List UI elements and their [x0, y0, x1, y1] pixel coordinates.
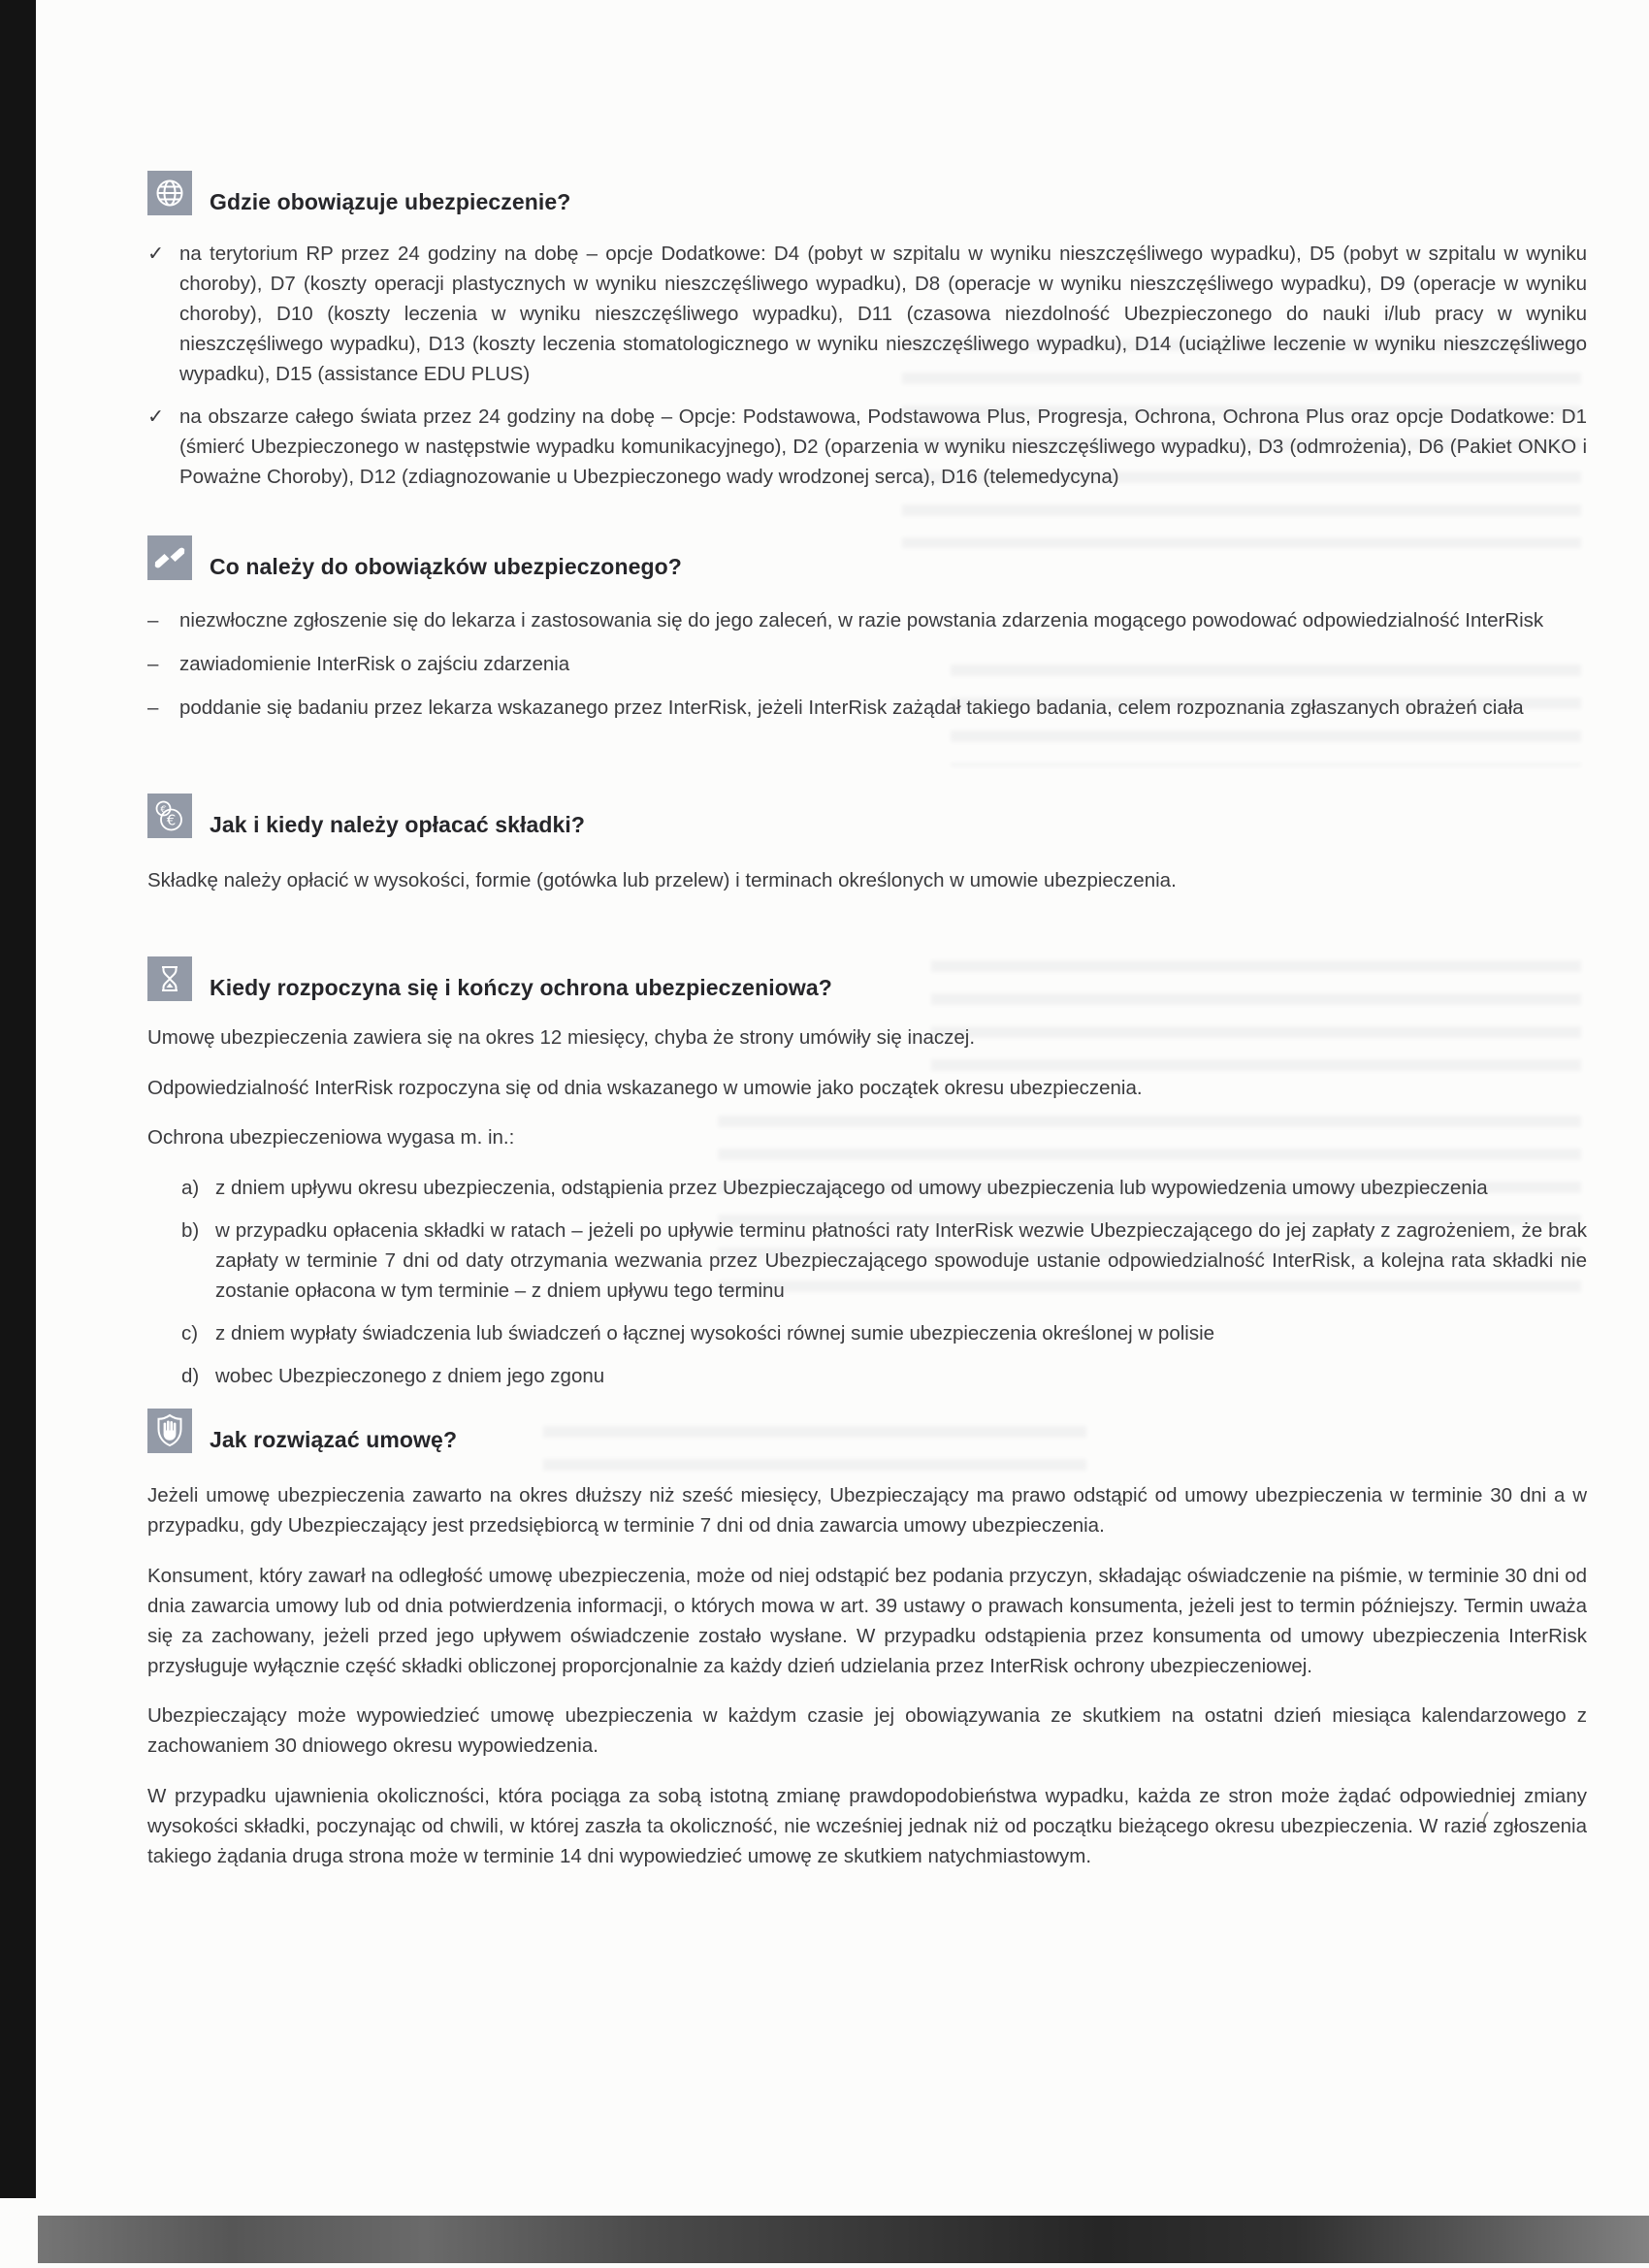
- scan-bottom-band: [38, 2216, 1649, 2263]
- paragraph: Składkę należy opłacić w wysokości, formie (gotówka lub przelew) i terminach określonych w umowie ubezpieczenia.: [147, 869, 1177, 891]
- list-item-text: na terytorium RP przez 24 godziny na dobę – opcje Dodatkowe: D4 (pobyt w szpitalu w wyniku nieszczęśliwego wypadku), D5 (pobyt w szpitalu w wyniku choroby), D7 (koszty operacji plastycznych w wyniku nieszczęśliwego wypadku), D8 (operacje w wyniku nieszczęśliwego wypadku), D9 (operacje w wyniku choroby), D10 (koszty leczenia w wyniku nieszczęśliwego wypadku), D11 (czasowa niezdolność Ubezpieczonego do nauki i/lub pracy w wyniku nieszczęśliwego wypadku), D13 (koszty leczenia stomatologicznego w wyniku nieszczęśliwego wypadku), D14 (uciążliwe leczenie w wyniku nieszczęśliwego wypadku), D15 (assistance EDU PLUS): [179, 243, 1587, 385]
- list-item-text: poddanie się badaniu przez lekarza wskazanego przez InterRisk, jeżeli InterRisk zażądał takiego badania, celem rozpoznania zgłaszanych obrażeń ciała: [179, 697, 1524, 719]
- globe-icon: [147, 171, 192, 215]
- dash-marker: –: [147, 609, 159, 632]
- section-heading: Jak rozwiązać umowę?: [210, 1427, 458, 1452]
- section-heading: Jak i kiedy należy opłacać składki?: [210, 812, 586, 837]
- svg-text:€: €: [166, 811, 177, 829]
- list-item: [147, 239, 1587, 389]
- section-contract-termination: [147, 1409, 1587, 1891]
- scan-edge-bar: [0, 0, 36, 2198]
- item-label: c): [181, 1321, 199, 1345]
- svg-text:€: €: [160, 804, 167, 816]
- list-item: [147, 605, 1587, 635]
- coverage-list: [147, 239, 1587, 492]
- paragraph: W przypadku ujawnienia okoliczności, która pociąga za sobą istotną zmianę prawdopodobieństwa wypadku, każda ze stron może żądać odpowiedniej zmiany wysokości składki, poczynając od chwili, w której zaszła ta okoliczność, nie wcześniej jednak niż od początku bieżącego okresu ubezpieczenia. W razie zgłoszenia takiego żądania druga strona może w terminie 14 dni wypowiedzieć umowę ze skutkiem natychmiastowym.: [147, 1784, 1587, 1867]
- section-heading: Kiedy rozpoczyna się i kończy ochrona ubezpieczeniowa?: [210, 975, 832, 1000]
- list-item: [147, 693, 1587, 723]
- item-text: z dniem upływu okresu ubezpieczenia, odstąpienia przez Ubezpieczającego od umowy ubezpieczenia lub wypowiedzenia umowy ubezpieczenia: [215, 1176, 1488, 1199]
- paragraph: Ochrona ubezpieczeniowa wygasa m. in.:: [147, 1126, 515, 1149]
- paragraph: Ubezpieczający może wypowiedzieć umowę ubezpieczenia w każdym czasie jej obowiązywania ze skutkiem na ostatni dzień miesiąca kalendarzowego z zachowaniem 30 dniowego okresu wypowiedzenia.: [147, 1704, 1587, 1757]
- section-heading: Gdzie obowiązuje ubezpieczenie?: [210, 189, 571, 214]
- list-item: [181, 1361, 1587, 1391]
- check-marker: ✓: [147, 405, 165, 428]
- list-item-text: niezwłoczne zgłoszenie się do lekarza i zastosowania się do jego zaleceń, w razie powstania zdarzenia mogącego powodować odpowiedzialność InterRisk: [179, 609, 1544, 632]
- coins-euro-icon: [147, 794, 192, 838]
- hourglass-icon: [147, 956, 192, 1001]
- section-header: [147, 794, 1587, 838]
- dash-marker: –: [147, 653, 159, 675]
- list-item-text: zawiadomienie InterRisk o zajściu zdarzenia: [179, 653, 570, 675]
- pen-mark-artifact: [1477, 1810, 1491, 1833]
- item-text: z dniem wypłaty świadczenia lub świadczeń o łącznej wysokości równej sumie ubezpieczenia określonej w polisie: [215, 1321, 1215, 1345]
- section-where-insurance-applies: [147, 171, 1587, 504]
- dash-marker: –: [147, 697, 159, 719]
- list-item: [181, 1173, 1587, 1203]
- section-heading: Co należy do obowiązków ubezpieczonego?: [210, 554, 682, 579]
- item-text: w przypadku opłacenia składki w ratach – jeżeli po upływie terminu płatności raty InterRisk wezwie Ubezpieczającego do jej zapłaty z zagrożeniem, że brak zapłaty w terminie 7 dni od daty otrzymania wezwania przez Ubezpieczającego spowoduje ustanie odpowiedzialność InterRisk, a kolejna rata składki nie zostanie opłacona w tym terminie – z dniem upływu tego terminu: [215, 1218, 1587, 1302]
- list-item-text: na obszarze całego świata przez 24 godziny na dobę – Opcje: Podstawowa, Podstawowa Plus, Progresja, Ochrona, Ochrona Plus oraz opcje Dodatkowe: D1 (śmierć Ubezpieczonego w następstwie wypadku komunikacyjnego), D2 (oparzenia w wyniku nieszczęśliwego wypadku), D3 (odmrożenia), D6 (Pakiet ONKO i Poważne Choroby), D12 (zdiagnozowanie u Ubezpieczonego wady wrodzonej serca), D16 (telemedycyna): [179, 405, 1587, 488]
- item-text: wobec Ubezpieczonego z dniem jego zgonu: [215, 1364, 605, 1387]
- section-coverage-period: [147, 956, 1587, 1404]
- section-header: [147, 956, 1587, 1001]
- list-item: [181, 1318, 1587, 1348]
- list-item: [147, 649, 1587, 679]
- handshake-icon: [147, 535, 192, 580]
- paragraph: Jeżeli umowę ubezpieczenia zawarto na okres dłuższy niż sześć miesięcy, Ubezpieczający ma prawo odstąpić od umowy ubezpieczenia w terminie 30 dni a w przypadku, gdy Ubezpieczający jest przedsiębiorcą w terminie 7 dni od dnia zawarcia umowy ubezpieczenia.: [147, 1484, 1587, 1537]
- section-header: [147, 171, 1587, 215]
- paragraph: Konsument, który zawarł na odległość umowę ubezpieczenia, może od niej odstąpić bez podania przyczyn, składając oświadczenie na piśmie, w terminie 30 dni od dnia zawarcia umowy lub od dnia potwierdzenia informacji, o których mowa w art. 39 ustawy o prawach konsumenta, jeżeli jest to termin późniejszy. Termin uważa się za zachowany, jeżeli przed jego upływem oświadczenie zostało wysłane. W przypadku odstąpienia przez konsumenta od umowy ubezpieczenia InterRisk przysługuje wyłącznie część składki obliczonej proporcjonalnie za każdy dzień udzielania przez InterRisk ochrony ubezpieczeniowej.: [147, 1564, 1587, 1677]
- list-item: [181, 1215, 1587, 1306]
- section-header: [147, 535, 1587, 580]
- obligations-list: [147, 605, 1587, 723]
- paragraph: Umowę ubezpieczenia zawiera się na okres 12 miesięcy, chyba że strony umówiły się inaczej.: [147, 1026, 976, 1049]
- expiry-cases-list: [147, 1173, 1587, 1391]
- check-marker: ✓: [147, 243, 165, 265]
- section-insured-obligations: [147, 535, 1587, 736]
- item-label: d): [181, 1364, 200, 1387]
- paragraph: Odpowiedzialność InterRisk rozpoczyna się od dnia wskazanego w umowie jako początek okresu ubezpieczenia.: [147, 1076, 1143, 1099]
- stop-hand-icon: [147, 1409, 192, 1453]
- item-label: a): [181, 1176, 200, 1199]
- list-item: [147, 402, 1587, 492]
- item-label: b): [181, 1218, 200, 1242]
- section-header: [147, 1409, 1587, 1453]
- section-premium-payment: [147, 794, 1587, 916]
